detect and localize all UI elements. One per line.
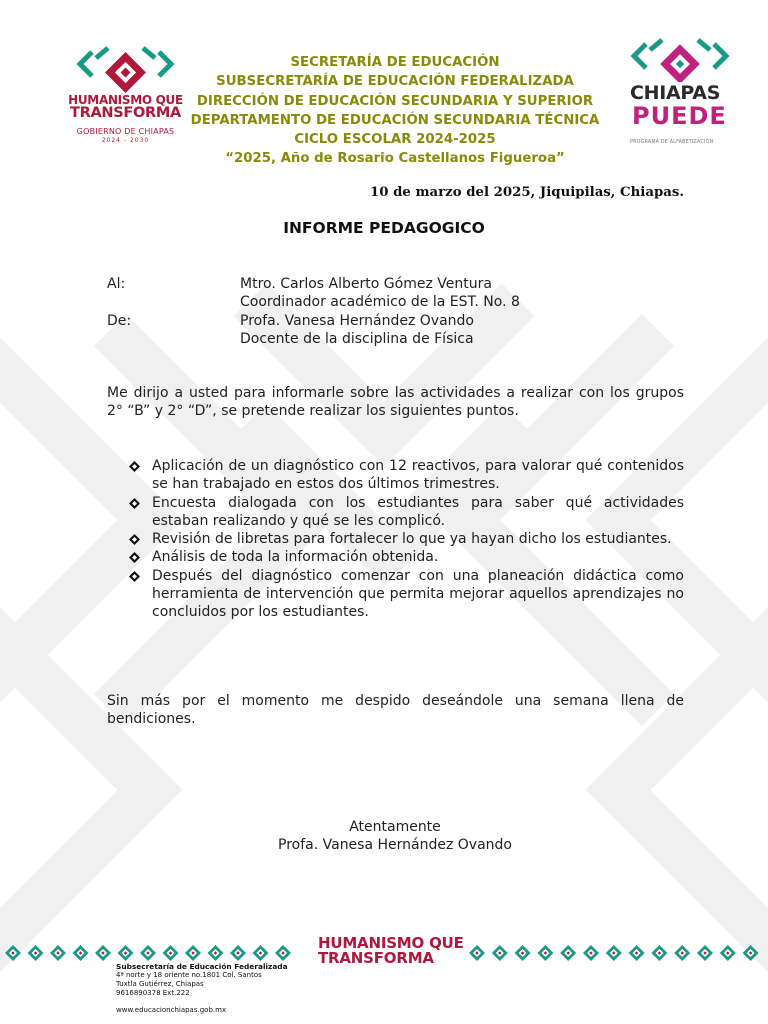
footer-address <box>116 962 288 998</box>
header-line-2: SUBSECRETARÍA DE EDUCACIÓN FEDERALIZADA <box>216 74 574 90</box>
header-line-6: “2025, Año de Rosario Castellanos Figueroa” <box>225 151 565 167</box>
ornament-diamond-icon <box>629 945 645 961</box>
bullet-icon <box>129 571 140 582</box>
left-logo-line2: TRANSFORMA <box>70 105 181 121</box>
left-logo-government: GOBIERNO DE CHIAPAS <box>76 127 175 136</box>
ornament-diamond-icon <box>537 945 553 961</box>
from-label: De: <box>107 312 132 329</box>
footer-addr-line2: Tuxtla Gutiérrez, Chiapas <box>116 980 204 988</box>
ornament-diamond-icon <box>185 945 201 961</box>
ornament-diamond-icon <box>674 945 690 961</box>
ornament-diamond-icon <box>492 945 508 961</box>
ornament-diamond-icon <box>50 945 66 961</box>
ornament-diamond-icon <box>469 945 485 961</box>
to-role: Coordinador académico de la EST. No. 8 <box>240 294 520 311</box>
ornament-diamond-icon <box>5 945 21 961</box>
list-item <box>126 457 684 494</box>
chiapas-puede-logo <box>620 38 740 150</box>
letterhead <box>150 53 640 169</box>
footer-org: Subsecretaría de Educación Federalizada <box>116 962 288 971</box>
list-item <box>126 548 684 566</box>
list-item <box>126 494 684 531</box>
from-name: Profa. Vanesa Hernández Ovando <box>240 312 474 329</box>
closing-paragraph: Sin más por el momento me despido deseándole una semana llena de bendiciones. <box>107 693 684 728</box>
header-line-1: SECRETARÍA DE EDUCACIÓN <box>290 55 500 70</box>
footer-addr-line1: 4ª norte y 18 oriente no.1801 Col. Santos <box>116 971 262 979</box>
ornament-diamond-icon <box>583 945 599 961</box>
footer-phone: 9616890378 Ext.222 <box>116 989 190 997</box>
page-title: INFORME PEDAGOGICO <box>283 219 485 237</box>
list-item-text: Encuesta dialogada con los estudiantes para saber qué actividades estaban realizando y qué se les complicó. <box>152 494 684 529</box>
signature-block <box>0 818 768 855</box>
footer-brand-logo <box>318 936 464 966</box>
right-logo-line1: CHIAPAS <box>630 82 721 104</box>
left-logo-years: 2024 - 2030 <box>101 137 150 144</box>
left-logo-line1: HUMANISMO QUE <box>68 93 183 107</box>
bullet-icon <box>129 552 140 563</box>
bullet-icon <box>129 534 140 545</box>
ornament-diamond-icon <box>95 945 111 961</box>
activity-list <box>126 457 684 622</box>
header-line-4: DEPARTAMENTO DE EDUCACIÓN SECUNDARIA TÉCNICA <box>190 112 600 128</box>
ornament-diamond-icon <box>560 945 576 961</box>
footer-brand-line1: HUMANISMO QUE <box>318 934 464 952</box>
ornament-diamond-icon <box>515 945 531 961</box>
signature-greeting: Atentamente <box>349 819 441 835</box>
bullet-icon <box>129 461 140 472</box>
date-line: 10 de marzo del 2025, Jiquipilas, Chiapas. <box>369 185 684 200</box>
footer-website-link[interactable]: www.educacionchiapas.gob.mx <box>116 1006 227 1014</box>
signature-name: Profa. Vanesa Hernández Ovando <box>278 837 512 854</box>
list-item-text: Revisión de libretas para fortalecer lo que ya hayan dicho los estudiantes. <box>152 531 672 548</box>
list-item <box>126 530 684 548</box>
to-label: Al: <box>107 276 126 292</box>
header-line-5: CICLO ESCOLAR 2024-2025 <box>294 132 496 148</box>
ornament-diamond-icon <box>253 945 269 961</box>
ornament-diamond-icon <box>73 945 89 961</box>
intro-paragraph: Me dirijo a usted para informarle sobre las actividades a realizar con los grupos 2° “B” y 2° “D”, se pretende realizar los siguientes puntos. <box>107 385 684 420</box>
address-block <box>107 275 520 348</box>
chiapas-puede-emblem-icon <box>620 38 740 82</box>
list-item-text: Análisis de toda la información obtenida. <box>152 549 439 566</box>
right-logo-line3: PROGRAMA DE ALFABETIZACIÓN <box>630 140 714 145</box>
ornament-diamond-icon <box>140 945 156 961</box>
ornament-diamond-icon <box>28 945 44 961</box>
ornament-diamond-icon <box>651 945 667 961</box>
header-line-3: DIRECCIÓN DE EDUCACIÓN SECUNDARIA Y SUPERIOR <box>196 93 594 109</box>
footer-brand-line2: TRANSFORMA <box>318 949 434 967</box>
footer-ornament-left <box>4 944 296 962</box>
ornament-diamond-icon <box>208 945 224 961</box>
footer-ornament-right <box>468 944 764 962</box>
ornament-diamond-icon <box>743 945 759 961</box>
ornament-diamond-icon <box>275 945 291 961</box>
list-item-text: Después del diagnóstico comenzar con una planeación didáctica como herramienta de intervención que permita mejorar aquellos aprendizajes no concluidos por los estudiantes. <box>152 567 684 621</box>
ornament-diamond-icon <box>163 945 179 961</box>
ornament-diamond-icon <box>697 945 713 961</box>
from-role: Docente de la disciplina de Física <box>240 330 474 347</box>
bullet-icon <box>129 498 140 509</box>
ornament-diamond-icon <box>606 945 622 961</box>
ornament-diamond-icon <box>720 945 736 961</box>
ornament-diamond-icon <box>230 945 246 961</box>
list-item <box>126 567 684 622</box>
right-logo-line2: PUEDE <box>632 102 727 130</box>
list-item-text: Aplicación de un diagnóstico con 12 reactivos, para valorar qué contenidos se han trabajado en estos dos últimos trimestres. <box>152 458 684 493</box>
ornament-diamond-icon <box>118 945 134 961</box>
to-name: Mtro. Carlos Alberto Gómez Ventura <box>240 276 492 292</box>
